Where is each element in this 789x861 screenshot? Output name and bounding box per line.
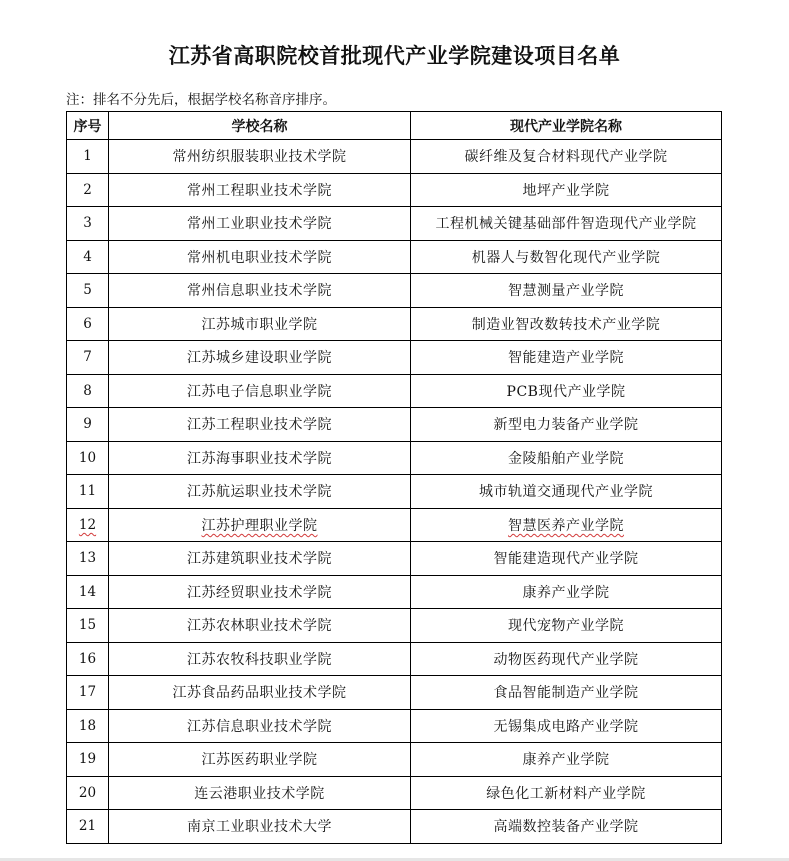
school-name: 常州信息职业技术学院 xyxy=(109,274,411,308)
table-row xyxy=(67,140,722,174)
row-index: 1 xyxy=(67,140,109,174)
row-index xyxy=(67,508,109,542)
college-name: 高端数控装备产业学院 xyxy=(411,810,722,844)
row-index-text: 12 xyxy=(78,516,97,533)
college-name: PCB现代产业学院 xyxy=(411,374,722,408)
school-name: 江苏农林职业技术学院 xyxy=(109,609,411,643)
school-name: 常州工程职业技术学院 xyxy=(109,173,411,207)
school-name: 江苏城乡建设职业学院 xyxy=(109,341,411,375)
school-name: 江苏医药职业学院 xyxy=(109,743,411,777)
college-name xyxy=(411,508,722,542)
college-name: 机器人与数智化现代产业学院 xyxy=(411,240,722,274)
school-name: 常州工业职业技术学院 xyxy=(109,207,411,241)
table-row xyxy=(67,776,722,810)
school-name: 江苏信息职业技术学院 xyxy=(109,709,411,743)
college-name: 地坪产业学院 xyxy=(411,173,722,207)
college-name: 金陵船舶产业学院 xyxy=(411,441,722,475)
row-index: 11 xyxy=(67,475,109,509)
college-name: 智能建造现代产业学院 xyxy=(411,542,722,576)
table-row xyxy=(67,810,722,844)
table-row xyxy=(67,207,722,241)
college-name: 新型电力装备产业学院 xyxy=(411,408,722,442)
college-name: 食品智能制造产业学院 xyxy=(411,676,722,710)
row-index: 3 xyxy=(67,207,109,241)
table-row xyxy=(67,374,722,408)
row-index: 17 xyxy=(67,676,109,710)
header-college-name: 现代产业学院名称 xyxy=(411,112,722,140)
row-index: 7 xyxy=(67,341,109,375)
row-index: 8 xyxy=(67,374,109,408)
document-note: 注：排名不分先后，根据学校名称音序排序。 xyxy=(66,92,336,108)
row-index: 9 xyxy=(67,408,109,442)
school-name: 江苏海事职业技术学院 xyxy=(109,441,411,475)
row-index: 14 xyxy=(67,575,109,609)
header-index: 序号 xyxy=(67,112,109,140)
row-index: 20 xyxy=(67,776,109,810)
table-row xyxy=(67,542,722,576)
school-name: 江苏电子信息职业学院 xyxy=(109,374,411,408)
table-row xyxy=(67,676,722,710)
row-index: 6 xyxy=(67,307,109,341)
table-row xyxy=(67,441,722,475)
row-index: 10 xyxy=(67,441,109,475)
table-row xyxy=(67,508,722,542)
table-row xyxy=(67,307,722,341)
project-list-table xyxy=(66,111,722,844)
school-name-text: 江苏护理职业学院 xyxy=(201,517,318,534)
row-index: 15 xyxy=(67,609,109,643)
school-name: 江苏农牧科技职业学院 xyxy=(109,642,411,676)
row-index: 13 xyxy=(67,542,109,576)
table-row xyxy=(67,609,722,643)
table-row xyxy=(67,274,722,308)
college-name: 智慧测量产业学院 xyxy=(411,274,722,308)
row-index: 18 xyxy=(67,709,109,743)
row-index: 16 xyxy=(67,642,109,676)
school-name: 江苏航运职业技术学院 xyxy=(109,475,411,509)
table-row xyxy=(67,575,722,609)
college-name: 绿色化工新材料产业学院 xyxy=(411,776,722,810)
college-name: 碳纤维及复合材料现代产业学院 xyxy=(411,140,722,174)
table-row xyxy=(67,743,722,777)
college-name: 现代宠物产业学院 xyxy=(411,609,722,643)
header-school-name: 学校名称 xyxy=(109,112,411,140)
school-name: 南京工业职业技术大学 xyxy=(109,810,411,844)
document-title: 江苏省高职院校首批现代产业学院建设项目名单 xyxy=(168,43,621,68)
college-name: 制造业智改数转技术产业学院 xyxy=(411,307,722,341)
school-name: 常州纺织服装职业技术学院 xyxy=(109,140,411,174)
school-name: 连云港职业技术学院 xyxy=(109,776,411,810)
table-row xyxy=(67,408,722,442)
row-index: 21 xyxy=(67,810,109,844)
table-row xyxy=(67,240,722,274)
college-name: 动物医药现代产业学院 xyxy=(411,642,722,676)
college-name: 城市轨道交通现代产业学院 xyxy=(411,475,722,509)
row-index: 2 xyxy=(67,173,109,207)
school-name: 常州机电职业技术学院 xyxy=(109,240,411,274)
table-row xyxy=(67,709,722,743)
school-name: 江苏食品药品职业技术学院 xyxy=(109,676,411,710)
college-name: 智能建造产业学院 xyxy=(411,341,722,375)
college-name-text: 智慧医养产业学院 xyxy=(508,517,624,534)
college-name: 无锡集成电路产业学院 xyxy=(411,709,722,743)
school-name: 江苏城市职业学院 xyxy=(109,307,411,341)
table-header-row xyxy=(67,112,722,140)
school-name: 江苏经贸职业技术学院 xyxy=(109,575,411,609)
college-name: 康养产业学院 xyxy=(411,743,722,777)
table-row xyxy=(67,341,722,375)
school-name: 江苏工程职业技术学院 xyxy=(109,408,411,442)
row-index: 4 xyxy=(67,240,109,274)
school-name: 江苏建筑职业技术学院 xyxy=(109,542,411,576)
table-row xyxy=(67,173,722,207)
table-row xyxy=(67,642,722,676)
row-index: 19 xyxy=(67,743,109,777)
table-row xyxy=(67,475,722,509)
college-name: 康养产业学院 xyxy=(411,575,722,609)
row-index: 5 xyxy=(67,274,109,308)
college-name: 工程机械关键基础部件智造现代产业学院 xyxy=(411,207,722,241)
school-name xyxy=(109,508,411,542)
